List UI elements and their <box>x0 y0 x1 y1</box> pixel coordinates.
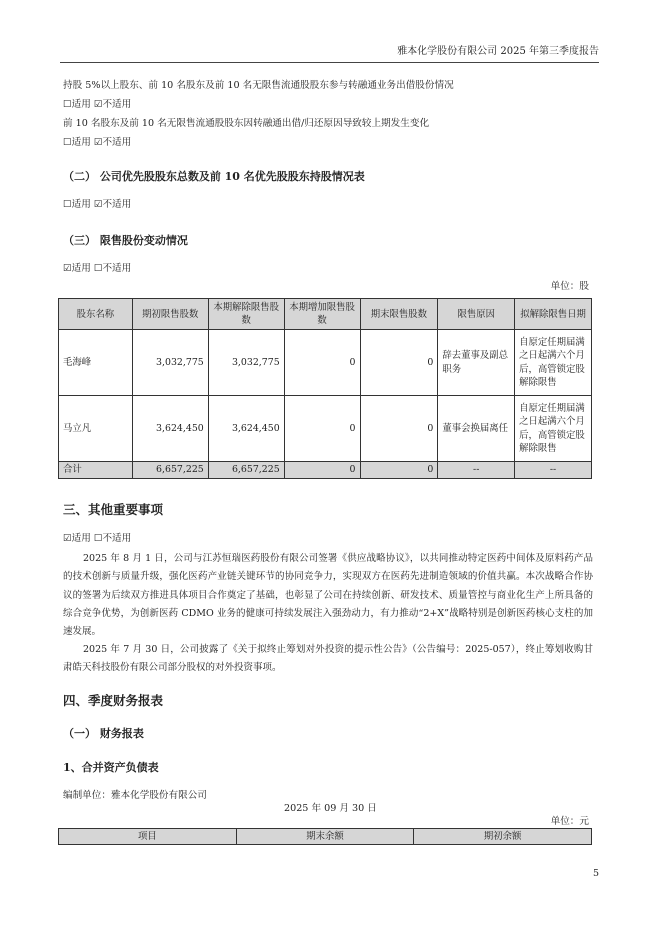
header-cell: 本期解除限售股数 <box>208 299 284 330</box>
header-cell: 股东名称 <box>59 299 133 330</box>
cell-reason: 辞去董事及副总职务 <box>438 330 515 396</box>
financial-statements-heading: 四、季度财务报表 <box>63 693 164 708</box>
cell-end: 0 <box>360 396 438 462</box>
header-cell: 期初余额 <box>414 829 592 845</box>
preferred-shareholders-heading: （二） 公司优先股股东总数及前 10 名优先股股东持股情况表 <box>63 170 365 183</box>
preparer: 编制单位：雅本化学股份有限公司 <box>63 790 207 801</box>
lending-title: 持股 5%以上股东、前 10 名股东及前 10 名无限售流通股股东参与转融通业务出借股份情况 <box>63 80 454 91</box>
restricted-unit: 单位：股 <box>550 281 589 292</box>
cell-date: -- <box>515 462 592 479</box>
header-cell: 期末限售股数 <box>360 299 438 330</box>
other-matters-paragraph-1: 2025 年 8 月 1 日，公司与江苏恒瑞医药股份有限公司签署《供应战略协议》，以共同推动特定医药中间体及原料药产品的技术创新与质量升级，强化医药产业链关键环节的协同竞争力，实现双方在医药先进制造领域的价值共赢。本次战略合作协议的签署为后续双方推进具体项目合作奠定了基础，也彰显了公司在持续创新、研发技术、质量管控与商业化生产上所具备的综合竞争优势，为创新医药 CDMO 业务的健康可持续发展注入强劲动力，有力推动“2+X”战略特别是创新医药核心支柱的加速发展。 <box>63 553 593 638</box>
cell-reason: 董事会换届离任 <box>438 396 515 462</box>
cell-name: 毛海峰 <box>59 330 133 396</box>
restricted-applicable: ☑适用 ☐不适用 <box>63 263 132 274</box>
preferred-applicable: ☐适用 ☑不适用 <box>63 199 132 210</box>
other-matters-applicable: ☑适用 ☐不适用 <box>63 533 132 544</box>
header-cell: 本期增加限售股数 <box>284 299 360 330</box>
header-cell: 期初限售股数 <box>132 299 208 330</box>
header-cell: 拟解除限售日期 <box>515 299 592 330</box>
cell-start: 3,624,450 <box>132 396 208 462</box>
table-row <box>59 396 592 462</box>
balance-sheet-table <box>58 828 592 845</box>
cell-start: 6,657,225 <box>132 462 208 479</box>
cell-name: 马立凡 <box>59 396 133 462</box>
other-matters-paragraph-2: 2025 年 7 月 30 日，公司披露了《关于拟终止筹划对外投资的提示性公告》（公告编号：2025-057），终止筹划收购甘肃皓天科技股份有限公司部分股权的对外投资事项。 <box>63 644 593 674</box>
header-cell: 限售原因 <box>438 299 515 330</box>
restricted-shares-table <box>58 298 592 479</box>
cell-end: 0 <box>360 330 438 396</box>
cell-released: 3,624,450 <box>208 396 284 462</box>
cell-date: 自原定任期届满之日起满六个月后，高管锁定股解除限售 <box>515 396 592 462</box>
page-header: 雅本化学股份有限公司 2025 年第三季度报告 <box>60 44 599 63</box>
cell-added: 0 <box>284 462 360 479</box>
cell-added: 0 <box>284 396 360 462</box>
change-applicable: ☐适用 ☑不适用 <box>63 137 132 148</box>
report-date: 2025 年 09 月 30 日 <box>284 803 377 814</box>
page-number: 5 <box>592 868 599 879</box>
table-header-row <box>59 829 592 845</box>
balance-sheet-heading: 1、合并资产负债表 <box>63 761 159 774</box>
restricted-shares-heading: （三） 限售股份变动情况 <box>63 234 188 247</box>
cell-reason: -- <box>438 462 515 479</box>
change-title: 前 10 名股东及前 10 名无限售流通股股东因转融通出借/归还原因导致较上期发生变化 <box>63 118 430 129</box>
balance-unit: 单位：元 <box>550 816 589 827</box>
cell-released: 3,032,775 <box>208 330 284 396</box>
cell-start: 3,032,775 <box>132 330 208 396</box>
cell-added: 0 <box>284 330 360 396</box>
cell-end: 0 <box>360 462 438 479</box>
lending-applicable: ☐适用 ☑不适用 <box>63 99 132 110</box>
cell-date: 自原定任期届满之日起满六个月后，高管锁定股解除限售 <box>515 330 592 396</box>
header-cell: 期末余额 <box>236 829 414 845</box>
other-matters-heading: 三、其他重要事项 <box>63 502 164 517</box>
header-cell: 项目 <box>59 829 237 845</box>
table-row <box>59 330 592 396</box>
financial-subheading: （一） 财务报表 <box>63 727 144 740</box>
table-total-row <box>59 462 592 479</box>
table-header-row <box>59 299 592 330</box>
cell-name: 合计 <box>59 462 133 479</box>
cell-released: 6,657,225 <box>208 462 284 479</box>
